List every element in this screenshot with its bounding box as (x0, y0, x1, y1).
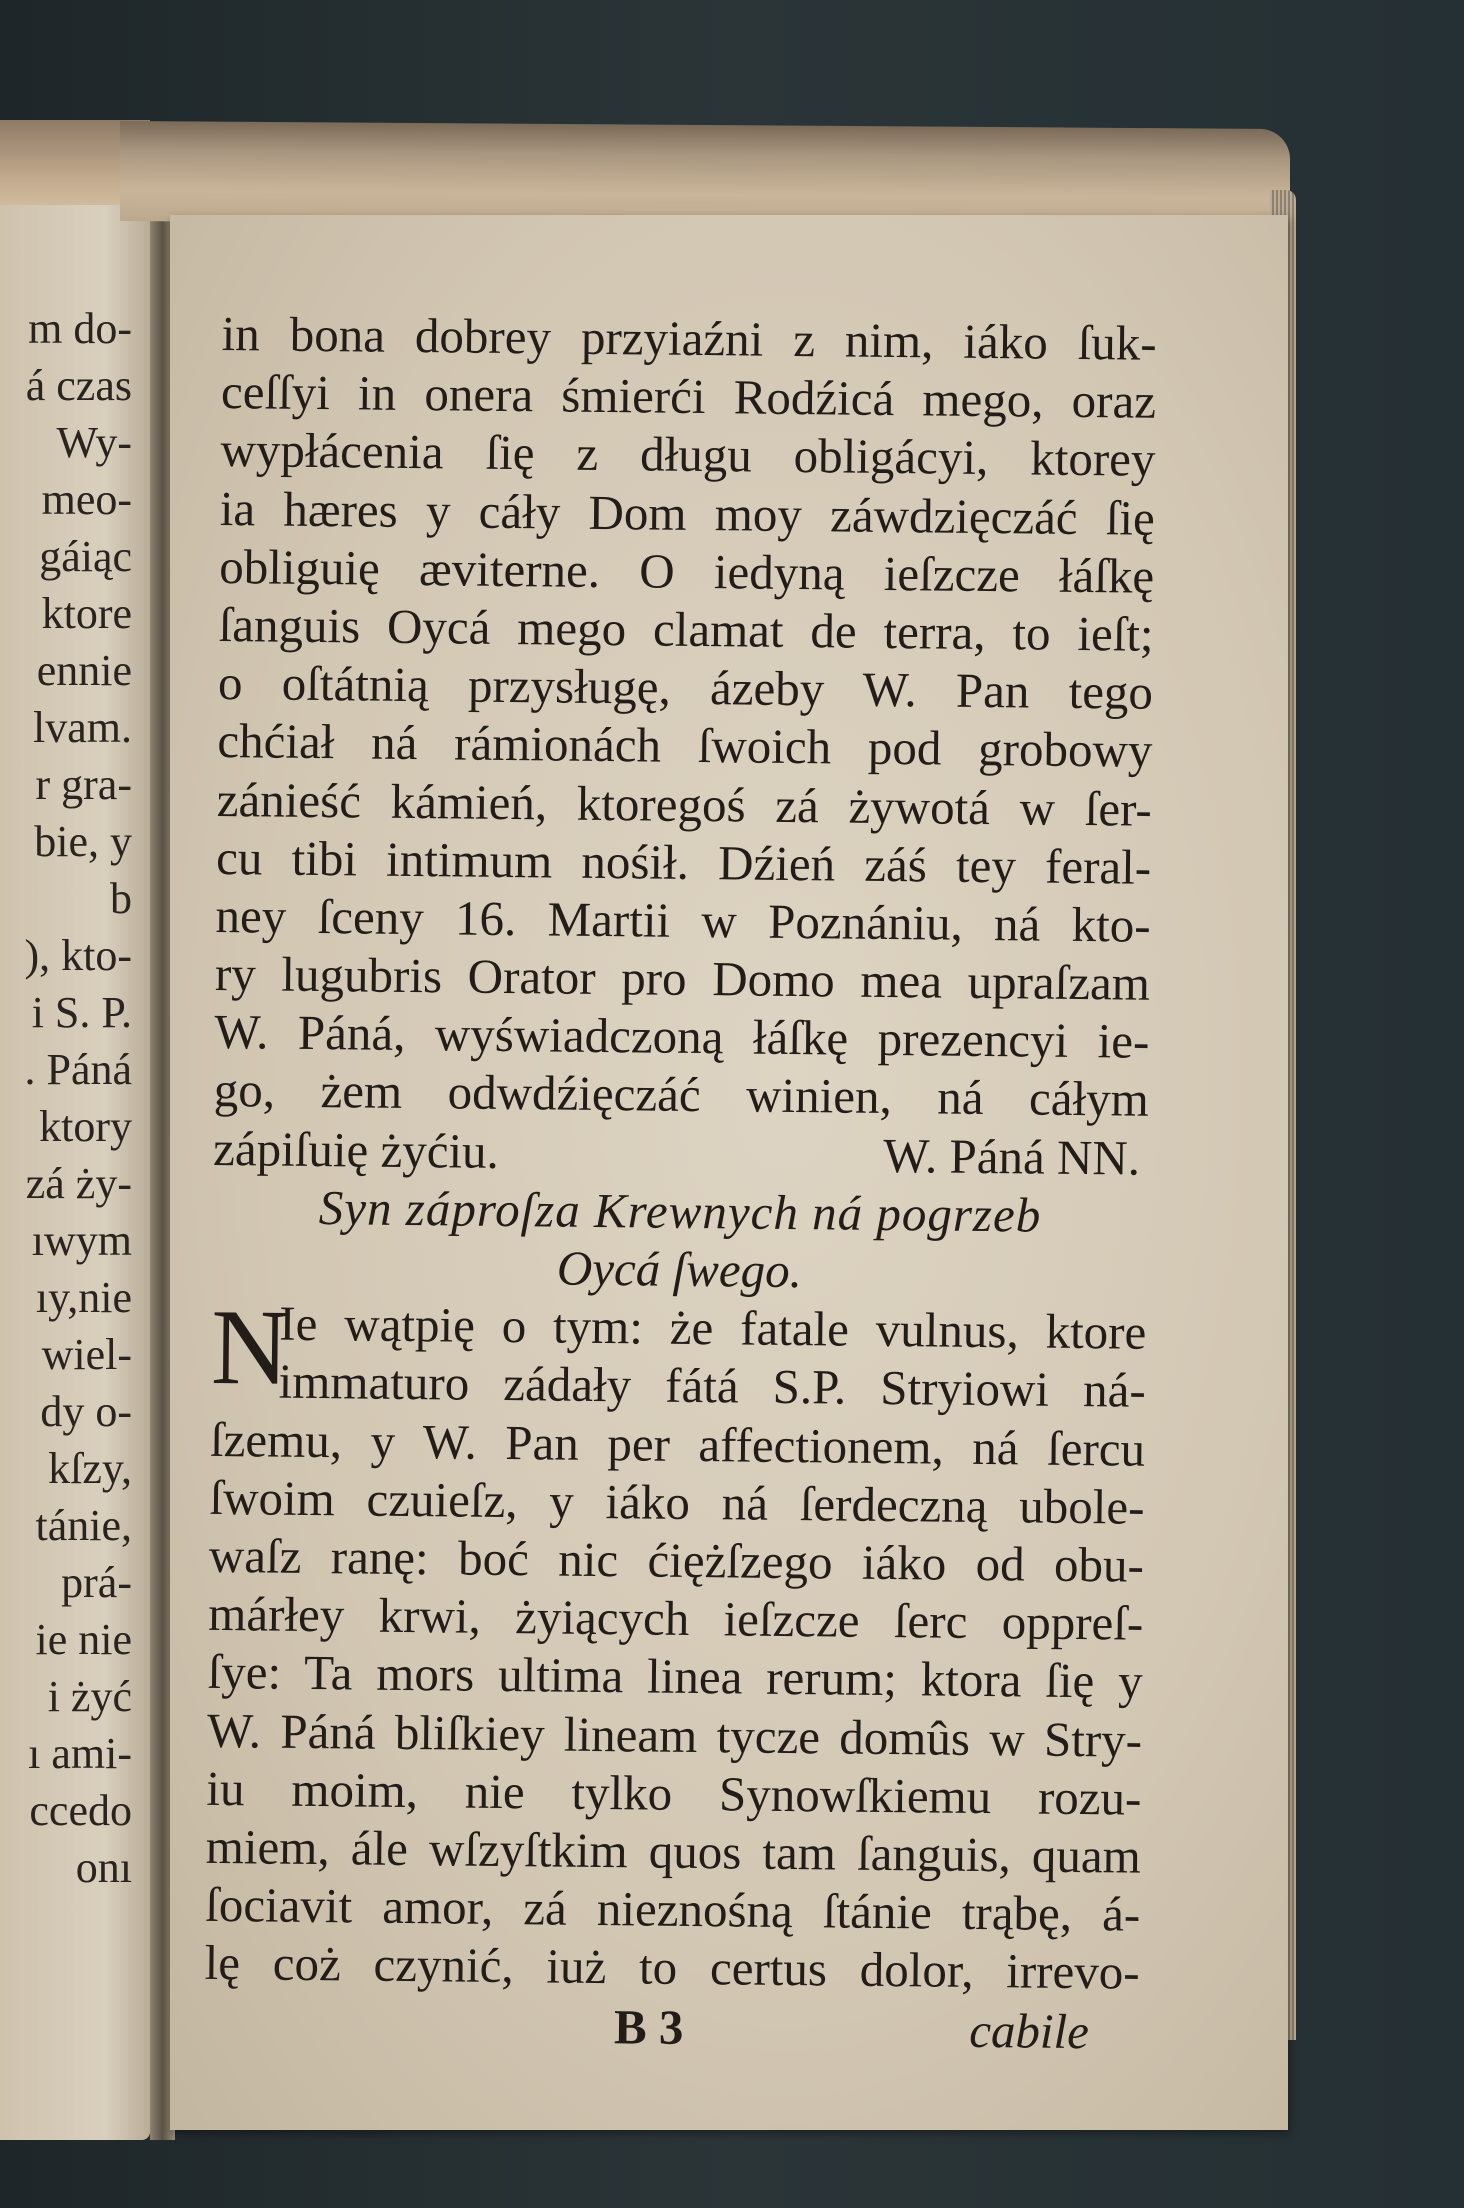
paragraph-1-line: ney ſceny 16. Martii w Poznániu, ná kto- (215, 887, 1151, 953)
catchword: cabile (968, 2003, 1090, 2060)
paragraph-1-line: o oſtátnią przysługę, ázeby W. Pan tego (217, 655, 1154, 720)
paragraph-1 (213, 305, 1156, 1129)
paragraph-2-line: iu moim, nie tylko Synowſkiemu rozu- (206, 1760, 1142, 1826)
letter-heading: Syn záproſza Krewnych ná pogrzeb (318, 1179, 1042, 1243)
closing-text: zápiſuię żyćiu. (212, 1120, 500, 1179)
paragraph-2-line: lę coż czynić, iuż to certus dolor, irrevo- (204, 1935, 1140, 2000)
paragraph-2-line: ſwoim czuieſz, y iáko ná ſerdeczną ubole- (209, 1469, 1145, 1535)
paragraph-1-line: chćiał ná rámionách ſwoich pod grobowy (217, 713, 1153, 779)
paragraph-2-line: miem, ále wſzyſtkim quos tam ſanguis, quam (205, 1818, 1142, 1884)
paragraph-1-line: ry lugubris Orator pro Domo mea upraſzam (214, 946, 1151, 1011)
paragraph-2-line: ſzemu, y W. Pan per affectionem, ná ſercu (209, 1411, 1146, 1477)
left-page-line: á czas (25, 361, 132, 410)
left-page-line: kſzy, (48, 1444, 132, 1493)
paragraph-1-line: ceſſyi in onera śmierći Rodźicá mego, oraz (220, 364, 1157, 429)
left-page-line: m do- (28, 304, 132, 353)
paragraph-1-line: zánieść kámień, ktoregoś zá żywotá w ſer- (216, 771, 1153, 837)
left-page-line: gáiąc (39, 532, 132, 581)
left-page-line: zá ży- (25, 1159, 132, 1208)
paragraph-2-line: waſz ranę: boć nic ćiężſzego iáko od obu- (208, 1527, 1145, 1593)
left-page-line: ktory (39, 1102, 132, 1151)
left-page-line: i żyć (47, 1672, 132, 1721)
right-page-text (204, 305, 1157, 2062)
drop-cap: N (210, 1288, 290, 1408)
left-page-line: r gra- (35, 760, 132, 809)
paragraph-1-line: ſanguis Oycá mego clamat de terra, to ieſt; (218, 596, 1154, 662)
letter-heading-continued: Oycá ſwego. (556, 1240, 803, 1299)
closing-signature: W. Páná NN. (883, 1127, 1141, 1186)
paragraph-1-line: go, żem odwdźięczáć winien, ná cáłym (213, 1062, 1150, 1128)
left-page-line: ktore (41, 589, 132, 638)
paragraph-2-line: márłey krwi, żyiących ieſzcze ſerc oppreſ- (208, 1586, 1144, 1651)
left-page-line: prá- (61, 1558, 132, 1607)
paragraph-1-line: in bona dobrey przyiaźni z nim, iáko ſuk- (221, 305, 1157, 371)
left-page-line: ı ami- (28, 1729, 132, 1778)
paragraph-1-line: obliguię æviterne. O iedyną ieſzcze łáſkę (218, 538, 1155, 604)
paragraph-2-line: Ie wątpię o tym: że fatale vulnus, ktore (279, 1295, 1147, 1360)
paragraph-2-line: W. Páná bliſkiey lineam tycze domûs w Stry- (206, 1702, 1143, 1768)
right-page-top-edge (120, 121, 1290, 229)
left-page-line: ie nie (35, 1615, 132, 1664)
left-page-line: meo- (41, 475, 132, 524)
signature-mark: B 3 (613, 1999, 684, 2056)
paragraph-1-line: W. Páná, wyświadczoną łáſkę prezencyi ie- (214, 1004, 1150, 1069)
closing-line (213, 1120, 1149, 1188)
left-page-line: b (110, 874, 132, 923)
left-page-line: ccedo (29, 1786, 132, 1835)
left-page-line: ıy,nie (35, 1273, 132, 1322)
left-page-line: onı (75, 1843, 132, 1892)
left-page-line: ), kto- (24, 931, 132, 980)
left-page-line: . Páná (24, 1045, 132, 1094)
left-page-line: bie, y (34, 817, 132, 866)
left-page-line: i S. P. (31, 988, 132, 1037)
left-page-line: tánie, (35, 1501, 132, 1550)
page-footer (204, 1994, 1140, 2062)
paragraph-2 (204, 1288, 1147, 2002)
paragraph-2-line: ſye: Ta mors ultima linea rerum; ktora ſię y (207, 1644, 1143, 1710)
paragraph-2-line: ſociavit amor, zá nieznośną ſtánie trąbę, á- (204, 1876, 1141, 1942)
left-page-line: lvam. (33, 703, 132, 752)
left-page-line: dy o- (40, 1387, 132, 1436)
paragraph-2-line: immaturo zádały fátá S.P. Stryiowi ná- (278, 1354, 1146, 1419)
paragraph-1-line: wypłácenia ſię z długu obligácyi, ktorey (220, 422, 1156, 488)
left-page-text (0, 300, 132, 1896)
left-page-line: ennie (36, 646, 132, 695)
left-page-line: wiel- (41, 1330, 132, 1379)
paragraph-1-line: ia hæres y cáły Dom moy záwdzięczáć ſię (219, 480, 1156, 546)
paragraph-1-line: cu tibi intimum nośił. Dźień záś tey feral- (215, 829, 1152, 895)
left-page-line: ıwym (31, 1216, 132, 1265)
left-page-line: Wy- (56, 418, 132, 467)
